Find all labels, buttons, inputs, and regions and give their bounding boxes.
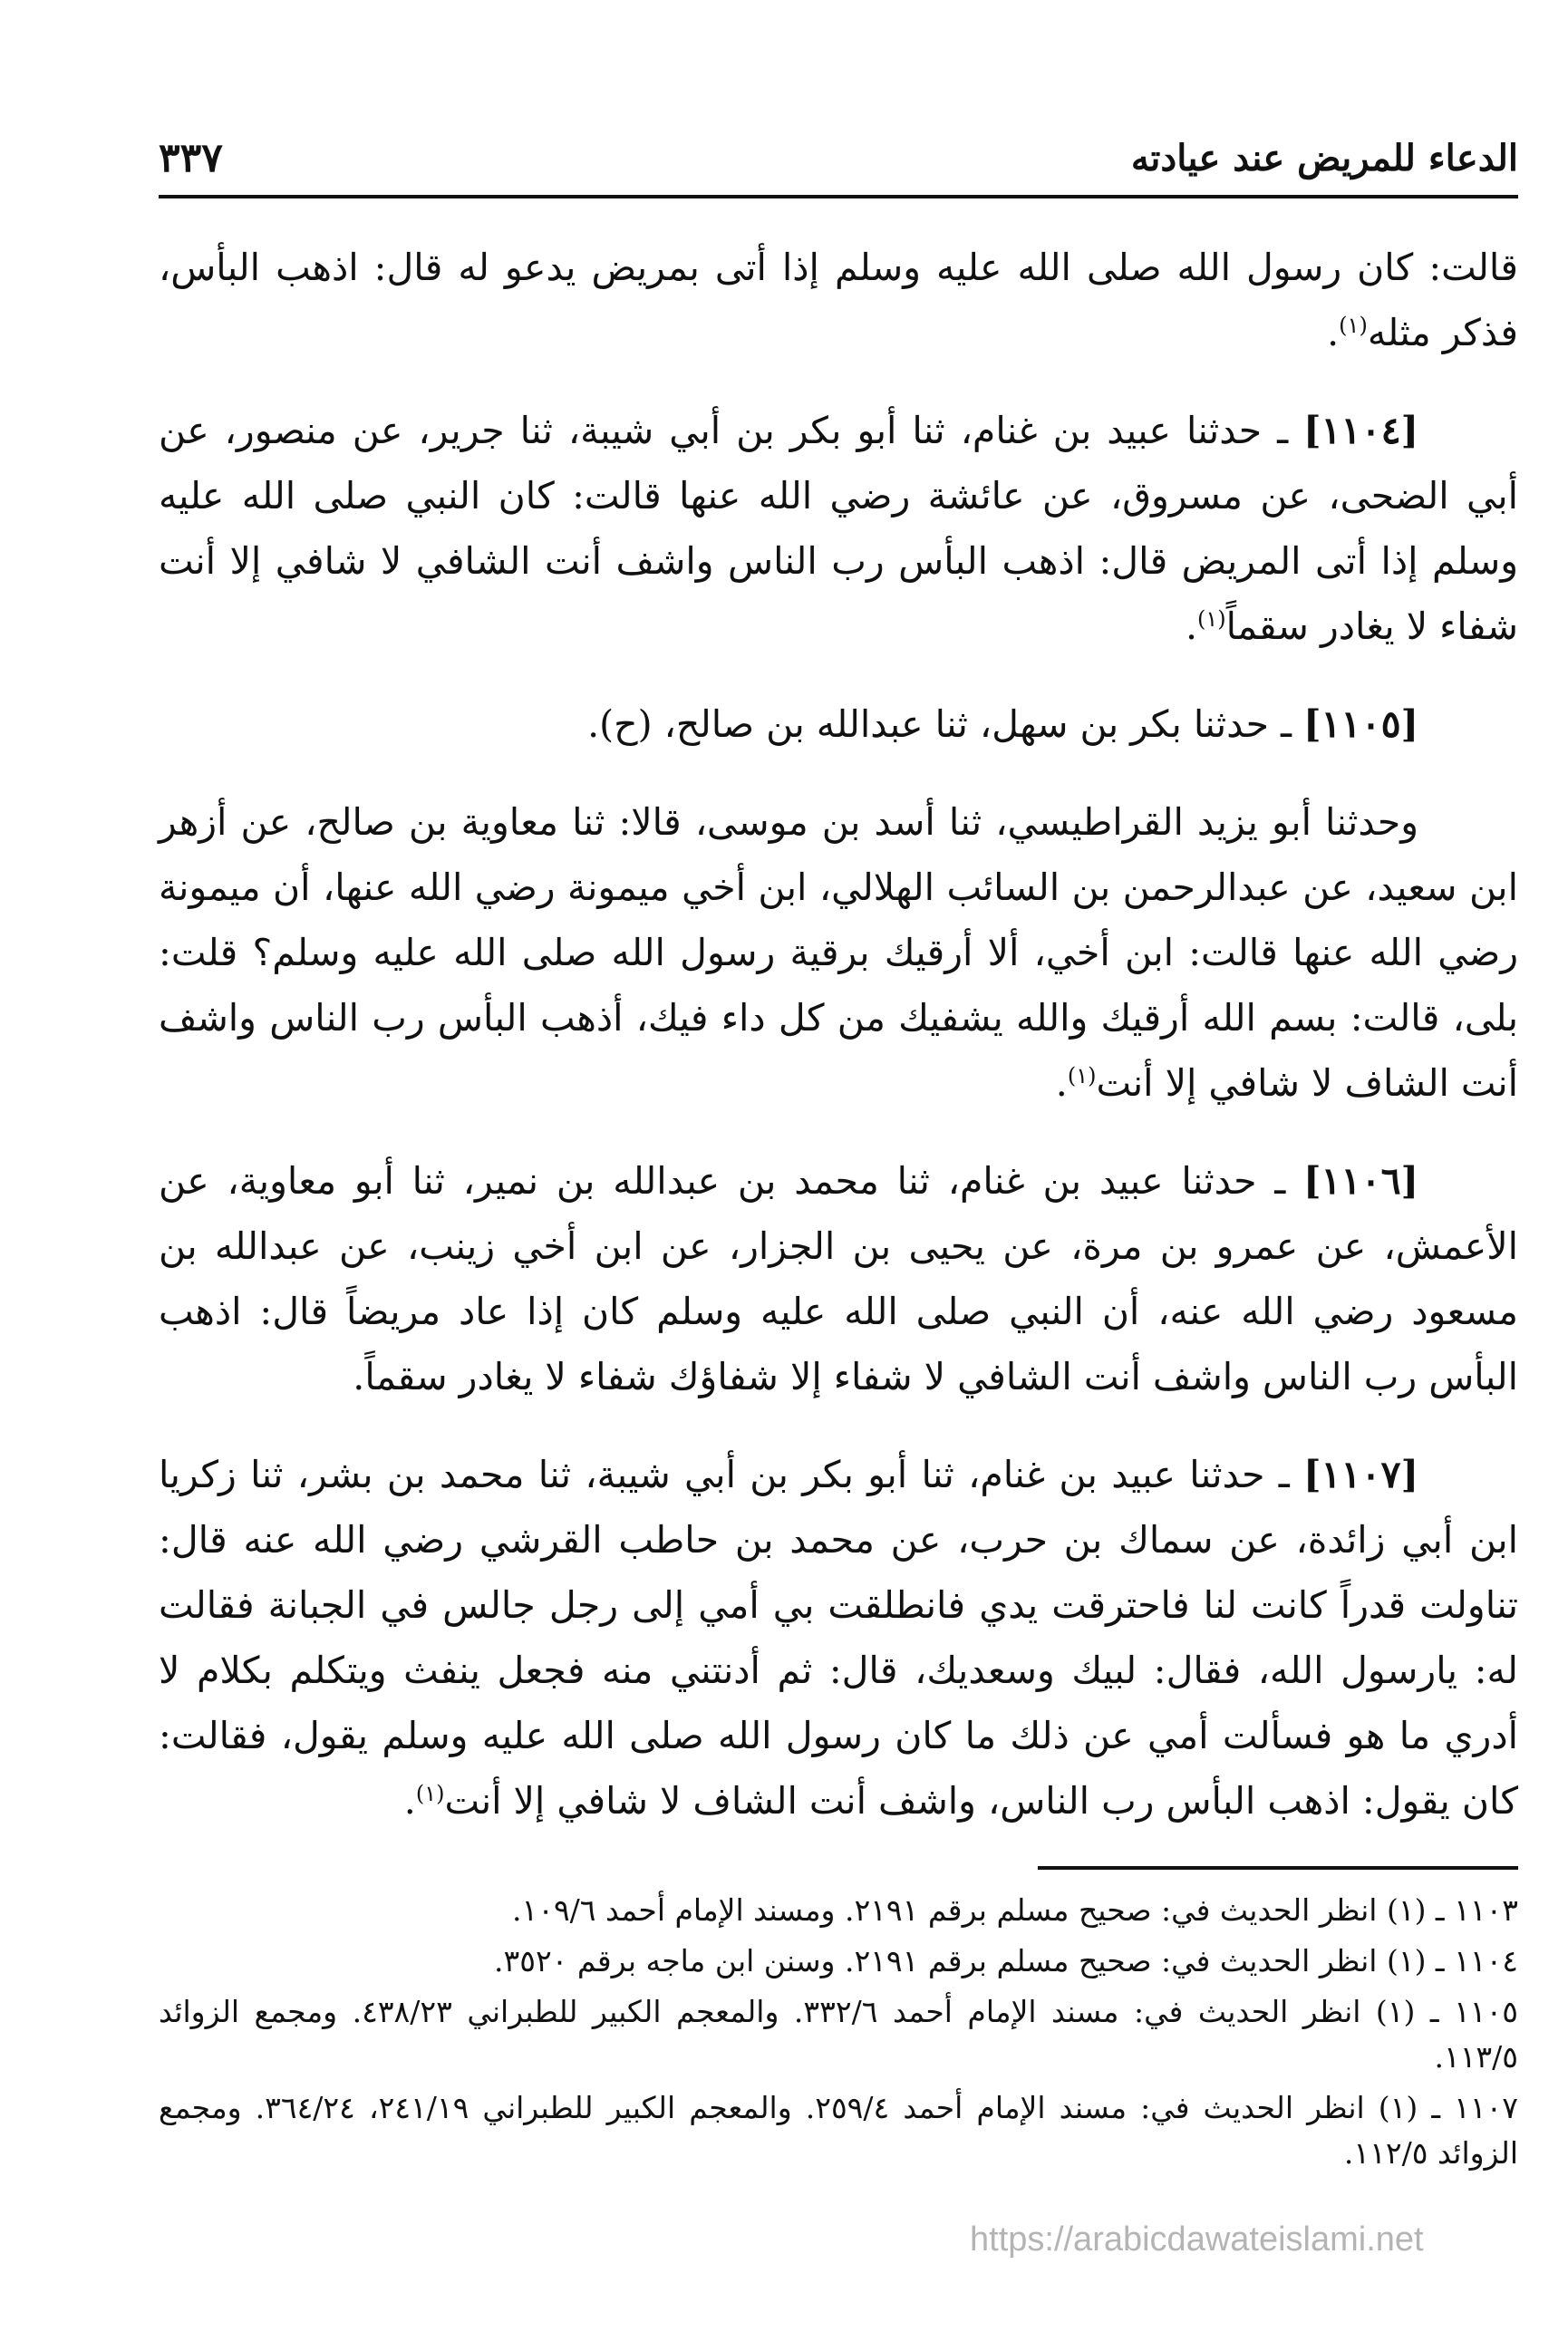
footnote: ١١٠٧ ـ (١) انظر الحديث في: مسند الإمام أحمد ٢٥٩/٤. والمعجم الكبير للطبراني ٢٤١/١٩، ٣٦٤/٢٤. ومجمع الزوائد ١١٢/٥. xyxy=(159,2090,1518,2171)
footnote-divider xyxy=(1038,1866,1518,1870)
paragraph xyxy=(159,789,1518,1116)
page-number: ٣٣٧ xyxy=(159,135,223,181)
page-header xyxy=(159,131,1518,198)
document-page xyxy=(159,131,1518,2307)
watermark-url: https://arabicdawateislami.net xyxy=(970,2220,1424,2259)
footnote-ref: (١) xyxy=(1067,1063,1097,1088)
hadith-number: [١١٠٤] xyxy=(1303,409,1418,452)
paragraph xyxy=(159,235,1518,365)
paragraph-end: . xyxy=(1185,605,1197,648)
paragraph xyxy=(159,1442,1518,1833)
footnotes xyxy=(159,1888,1518,2176)
paragraph-text: قالت: كان رسول الله صلى الله عليه وسلم إذا أتى بمريض يدعو له قال: اذهب البأس، فذكر مثله xyxy=(159,246,1518,354)
paragraph-text: وحدثنا أبو يزيد القراطيسي، ثنا أسد بن موسى، قالا: ثنا معاوية بن صالح، عن أزهر ابن سعيد، عن عبدالرحمن بن السائب الهلالي، ابن أخي ميمونة رضي الله عنها، أن ميمونة رضي الله عنها قالت: ابن أخي، ألا أرقيك برقية رسول الله صلى الله عليه وسلم؟ قلت: بلى، قالت: بسم الله أرقيك والله يشفيك من كل داء فيك، أذهب البأس رب الناس واشف أنت الشاف لا شافي إلا أنت xyxy=(159,800,1518,1105)
paragraph-end: . xyxy=(1055,1061,1068,1105)
paragraph-text: ـ حدثنا عبيد بن غنام، ثنا محمد بن عبدالله بن نمير، ثنا أبو معاوية، عن الأعمش، عن عمرو بن مرة، عن يحيى بن الجزار، عن ابن أخي زينب، عن عبدالله بن مسعود رضي الله عنه، أن النبي صلى الله عليه وسلم كان إذا عاد مريضاً قال: اذهب البأس رب الناس واشف أنت الشافي لا شفاء إلا شفاؤك شفاء لا يغادر سقماً. xyxy=(159,1159,1518,1398)
footnote: ١١٠٣ ـ (١) انظر الحديث في: صحيح مسلم برقم ٢١٩١. ومسند الإمام أحمد ١٠٩/٦. xyxy=(512,1892,1518,1928)
paragraph xyxy=(159,398,1518,659)
footnote-ref: (١) xyxy=(1196,606,1226,632)
footnote: ١١٠٤ ـ (١) انظر الحديث في: صحيح مسلم برقم ٢١٩١. وسنن ابن ماجه برقم ٣٥٢٠. xyxy=(494,1943,1518,1978)
hadith-number: [١١٠٧] xyxy=(1303,1453,1418,1496)
paragraph-text: ـ حدثنا بكر بن سهل، ثنا عبدالله بن صالح، (ح). xyxy=(587,702,1292,746)
body-text xyxy=(159,235,1518,1833)
footnote-ref: (١) xyxy=(1339,313,1368,338)
paragraph-end: . xyxy=(403,1779,416,1823)
hadith-number: [١١٠٥] xyxy=(1303,702,1418,746)
chapter-title: الدعاء للمريض عند عيادته xyxy=(1130,137,1518,179)
footnote-ref: (١) xyxy=(415,1781,445,1806)
footnote: ١١٠٥ ـ (١) انظر الحديث في: مسند الإمام أحمد ٣٣٢/٦. والمعجم الكبير للطبراني ٤٣٨/٢٣. ومجمع الزوائد ١١٣/٥. xyxy=(159,1994,1518,2075)
hadith-number: [١١٠٦] xyxy=(1303,1159,1418,1203)
paragraph-end: . xyxy=(1327,311,1340,354)
paragraph-text: ـ حدثنا عبيد بن غنام، ثنا أبو بكر بن أبي شيبة، ثنا جرير، عن منصور، عن أبي الضحى، عن مسروق، عن عائشة رضي الله عنها قالت: كان النبي صلى الله عليه وسلم إذا أتى المريض قال: اذهب البأس رب الناس واشف أنت الشافي لا شافي إلا أنت شفاء لا يغادر سقماً xyxy=(159,409,1518,648)
paragraph xyxy=(159,692,1518,757)
paragraph xyxy=(159,1148,1518,1409)
paragraph-text: ـ حدثنا عبيد بن غنام، ثنا أبو بكر بن أبي شيبة، ثنا محمد بن بشر، ثنا زكريا ابن أبي زائدة، عن سماك بن حرب، عن محمد بن حاطب القرشي رضي الله عنه قال: تناولت قدراً كانت لنا فاحترقت يدي فانطلقت بي أمي إلى رجل جالس في الجبانة فقالت له: يارسول الله، فقال: لبيك وسعديك، قال: ثم أدنتني منه فجعل ينفث ويتكلم بكلام لا أدري ما هو فسألت أمي عن ذلك ما كان رسول الله صلى الله عليه وسلم يقول، فقالت: كان يقول: اذهب البأس رب الناس، واشف أنت الشاف لا شافي إلا أنت xyxy=(159,1453,1518,1823)
